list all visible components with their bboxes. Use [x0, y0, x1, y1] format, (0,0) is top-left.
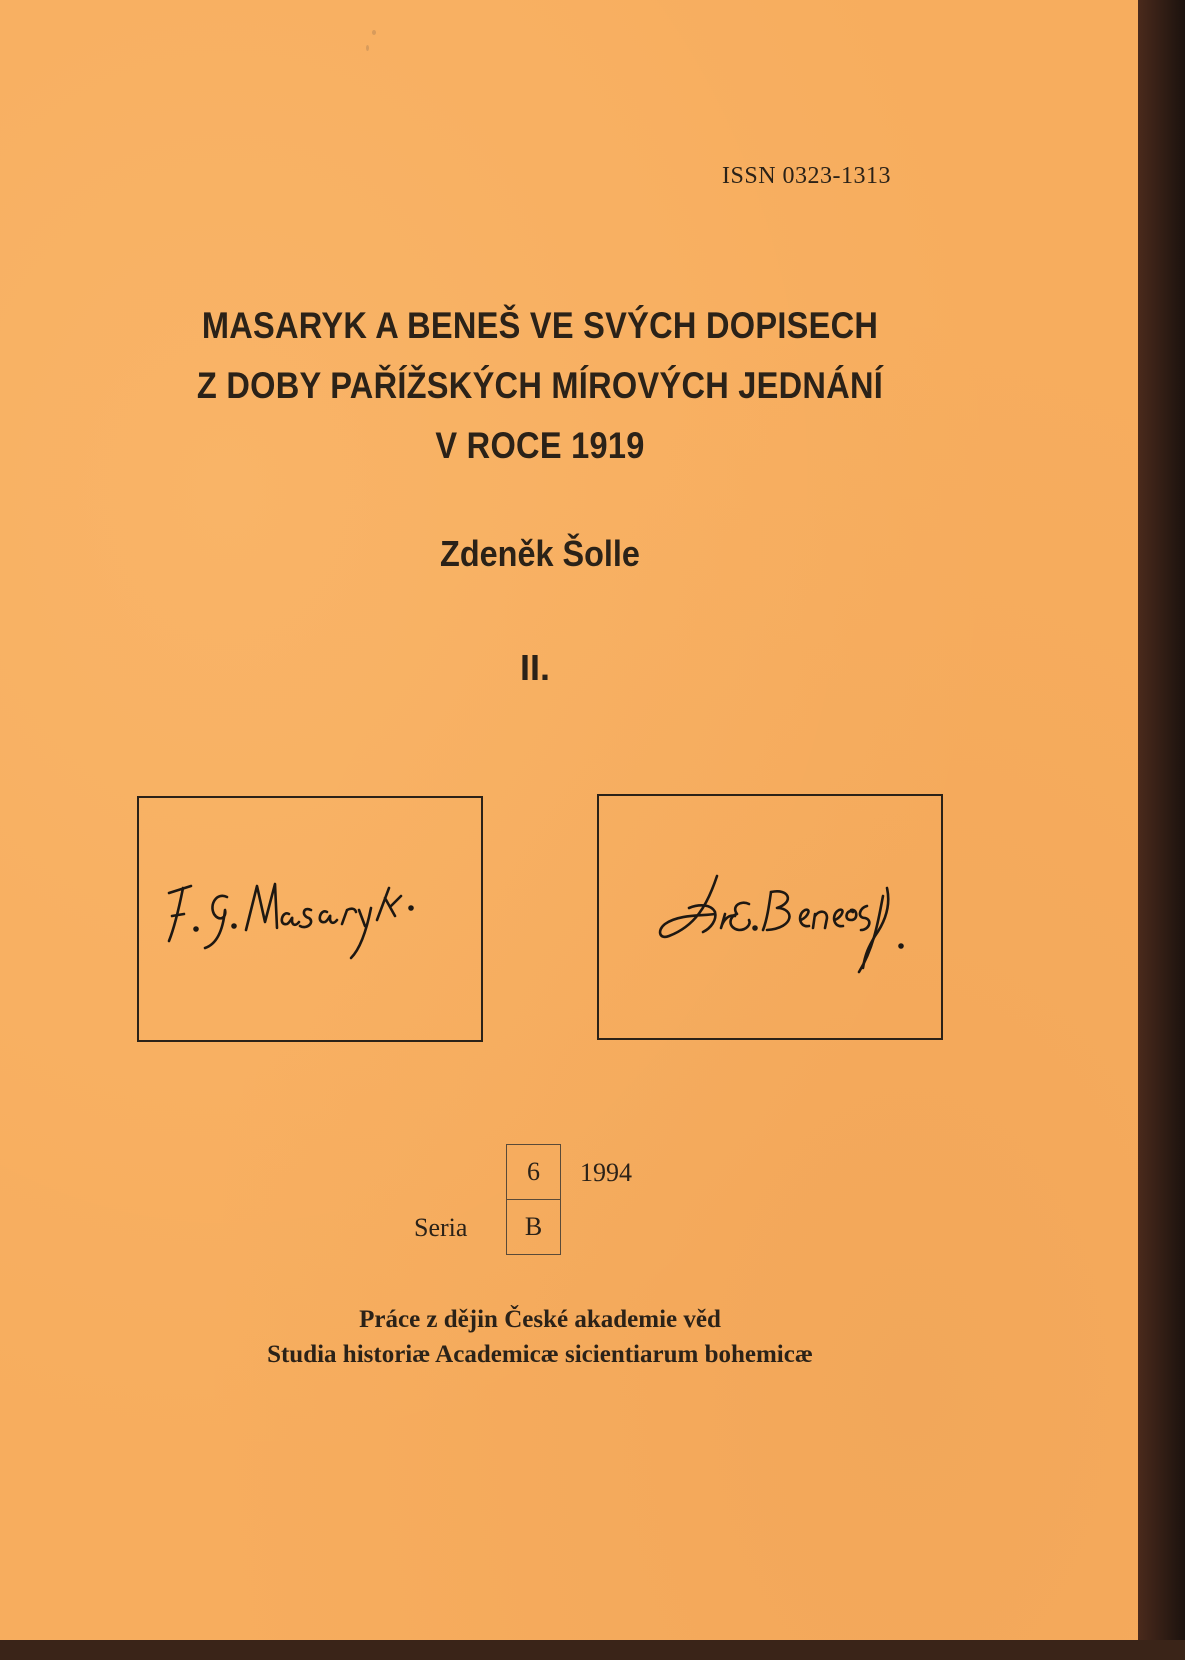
series-title	[150, 1302, 930, 1372]
masaryk-signature-box	[137, 796, 483, 1042]
seria-label: Seria	[414, 1213, 468, 1242]
title-line-3: V ROCE 1919	[435, 425, 645, 466]
benes-signature-box	[597, 794, 943, 1040]
seria-letter: B	[524, 1212, 543, 1241]
title-line-2: Z DOBY PAŘÍŽSKÝCH MÍROVÝCH JEDNÁNÍ	[196, 365, 884, 406]
title-line-1: MASARYK A BENEŠ VE SVÝCH DOPISECH	[201, 305, 879, 346]
series-title-czech: Práce z dějin České akademie věd	[359, 1306, 721, 1333]
volume-number: II.	[519, 647, 550, 688]
benes-signature	[599, 796, 941, 1038]
print-speck	[366, 45, 369, 51]
series-number-box	[506, 1144, 561, 1255]
series-title-latin: Studia historiæ Academicæ sicientiarum bohemicæ	[267, 1341, 813, 1368]
issn-number: ISSN 0323-1313	[722, 163, 892, 189]
masaryk-signature	[139, 798, 481, 1040]
bottom-edge	[0, 1640, 1185, 1660]
book-title	[153, 296, 927, 476]
print-speck	[372, 30, 376, 35]
series-number: 6	[507, 1145, 560, 1200]
book-edge	[1138, 0, 1185, 1660]
author-name: Zdeněk Šolle	[440, 533, 640, 574]
publication-year: 1994	[580, 1158, 632, 1187]
